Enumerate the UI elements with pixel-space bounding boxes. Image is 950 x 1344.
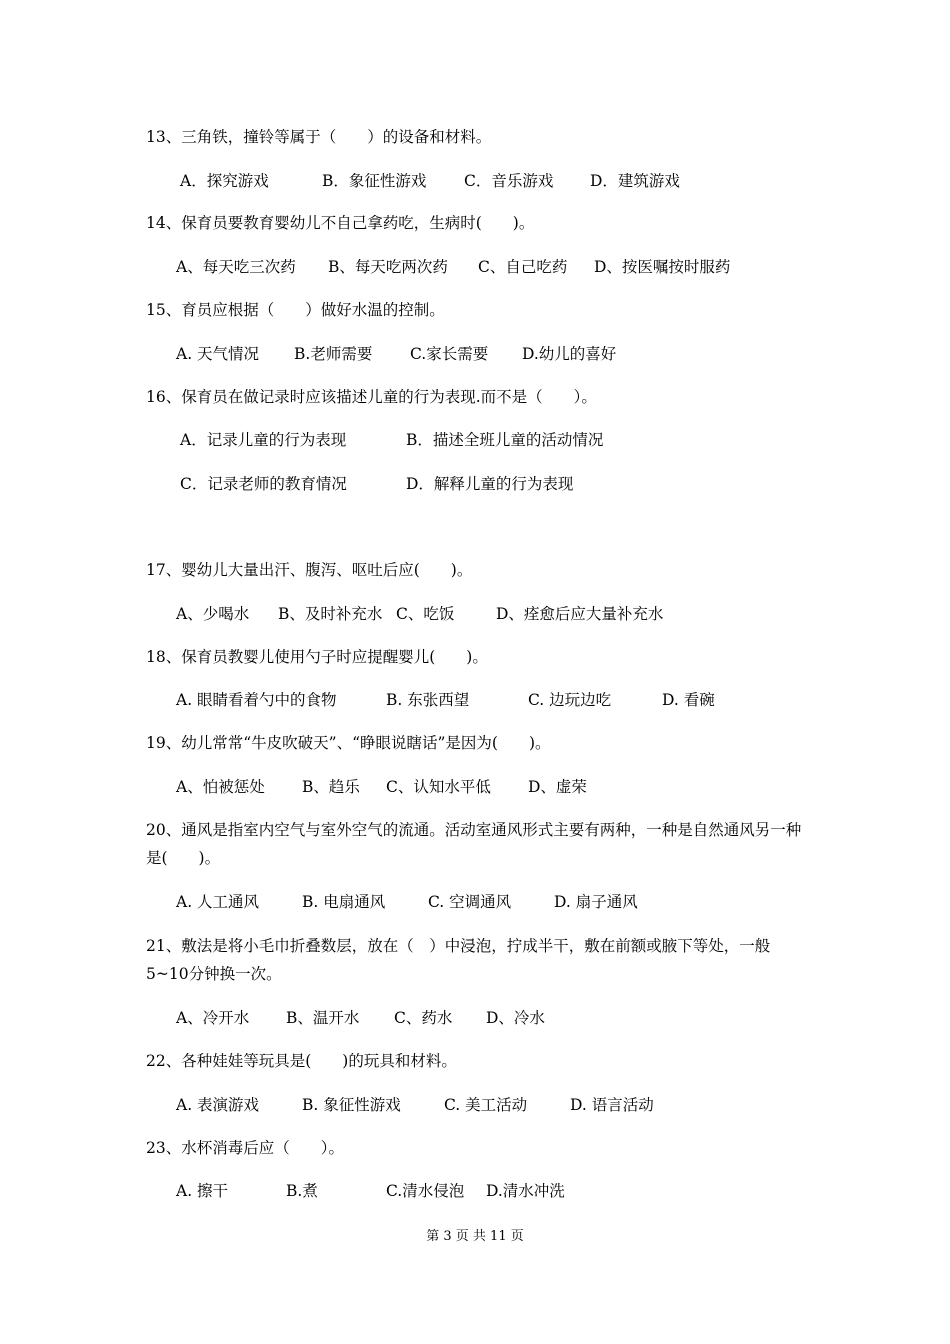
option-c: C. 边玩边吃 (528, 691, 612, 709)
option-d: D.清水冲洗 (486, 1182, 565, 1200)
option-c: C．音乐游戏 (464, 172, 554, 190)
option-c: C. 空调通风 (428, 893, 512, 911)
option-c: C.清水侵泡 (386, 1182, 465, 1200)
option-d: D．建筑游戏 (590, 172, 680, 190)
option-b: B.老师需要 (294, 345, 373, 363)
question-22: 22、各种娃娃等玩具是( )的玩具和材料。 (146, 1052, 457, 1070)
option-c: C、药水 (394, 1009, 453, 1027)
question-18: 18、保育员教婴儿使用勺子时应提醒婴儿( )。 (146, 648, 488, 666)
option-b: B、温开水 (286, 1009, 360, 1027)
option-a: A．记录儿童的行为表现 (180, 431, 347, 449)
question-15: 15、育员应根据（ ）做好水温的控制。 (146, 301, 445, 319)
page-number-footer: 第 3 页 共 11 页 (426, 1229, 524, 1244)
question-17: 17、婴幼儿大量出汗、腹泻、呕吐后应( )。 (146, 561, 473, 579)
option-c: C．记录老师的教育情况 (180, 475, 347, 493)
option-d: D.幼儿的喜好 (522, 345, 617, 363)
option-d: D. 看碗 (662, 691, 715, 709)
option-d: D. 语言活动 (570, 1096, 654, 1114)
option-a: A. 眼睛看着勺中的食物 (176, 691, 337, 709)
question-20: 20、通风是指室内空气与室外空气的流通。活动室通风形式主要有两种，一种是自然通风另一种是( )。 (146, 821, 802, 867)
option-b: B、每天吃两次药 (328, 258, 448, 276)
option-d: D、冷水 (486, 1009, 545, 1027)
option-a: A．探究游戏 (180, 172, 269, 190)
option-c: C. 美工活动 (444, 1096, 528, 1114)
question-16: 16、保育员在做记录时应该描述儿童的行为表现.而不是（ ）。 (146, 388, 597, 406)
option-a: A. 表演游戏 (176, 1096, 260, 1114)
option-c: C.家长需要 (410, 345, 489, 363)
question-19: 19、幼儿常常“牛皮吹破天”、“睁眼说瞎话”是因为( )。 (146, 734, 551, 752)
question-23: 23、水杯消毒后应（ ）。 (146, 1139, 344, 1157)
option-d: D．解释儿童的行为表现 (406, 475, 574, 493)
option-b: B. 象征性游戏 (302, 1096, 401, 1114)
question-13: 13、三角铁，撞铃等属于（ ）的设备和材料。 (146, 128, 492, 146)
option-b: B. 电扇通风 (302, 893, 386, 911)
option-b: B．描述全班儿童的活动情况 (406, 431, 604, 449)
option-c: C、自己吃药 (478, 258, 568, 276)
option-a: A. 擦干 (176, 1182, 229, 1200)
option-b: B．象征性游戏 (322, 172, 427, 190)
option-c: C、认知水平低 (386, 778, 491, 796)
option-b: B、及时补充水 (278, 605, 383, 623)
question-14: 14、保育员要教育婴幼儿不自己拿药吃，生病时( )。 (146, 214, 535, 232)
option-d: D、虚荣 (528, 778, 587, 796)
option-d: D、按医嘱按时服药 (594, 258, 731, 276)
option-c: C、吃饭 (396, 605, 455, 623)
question-21: 21、敷法是将小毛巾折叠数层，放在（ ）中浸泡，拧成半干，敷在前额或腋下等处，一般5~10分钟换一次。 (146, 937, 771, 983)
option-b: B、趋乐 (302, 778, 360, 796)
option-b: B. 东张西望 (386, 691, 470, 709)
option-a: A、少喝水 (176, 605, 250, 623)
option-a: A. 人工通风 (176, 893, 260, 911)
option-b: B.煮 (286, 1182, 318, 1200)
option-a: A、冷开水 (176, 1009, 250, 1027)
option-a: A、每天吃三次药 (176, 258, 296, 276)
option-a: A、怕被惩处 (176, 778, 265, 796)
option-d: D、痊愈后应大量补充水 (496, 605, 664, 623)
option-a: A. 天气情况 (176, 345, 260, 363)
option-d: D. 扇子通风 (554, 893, 638, 911)
